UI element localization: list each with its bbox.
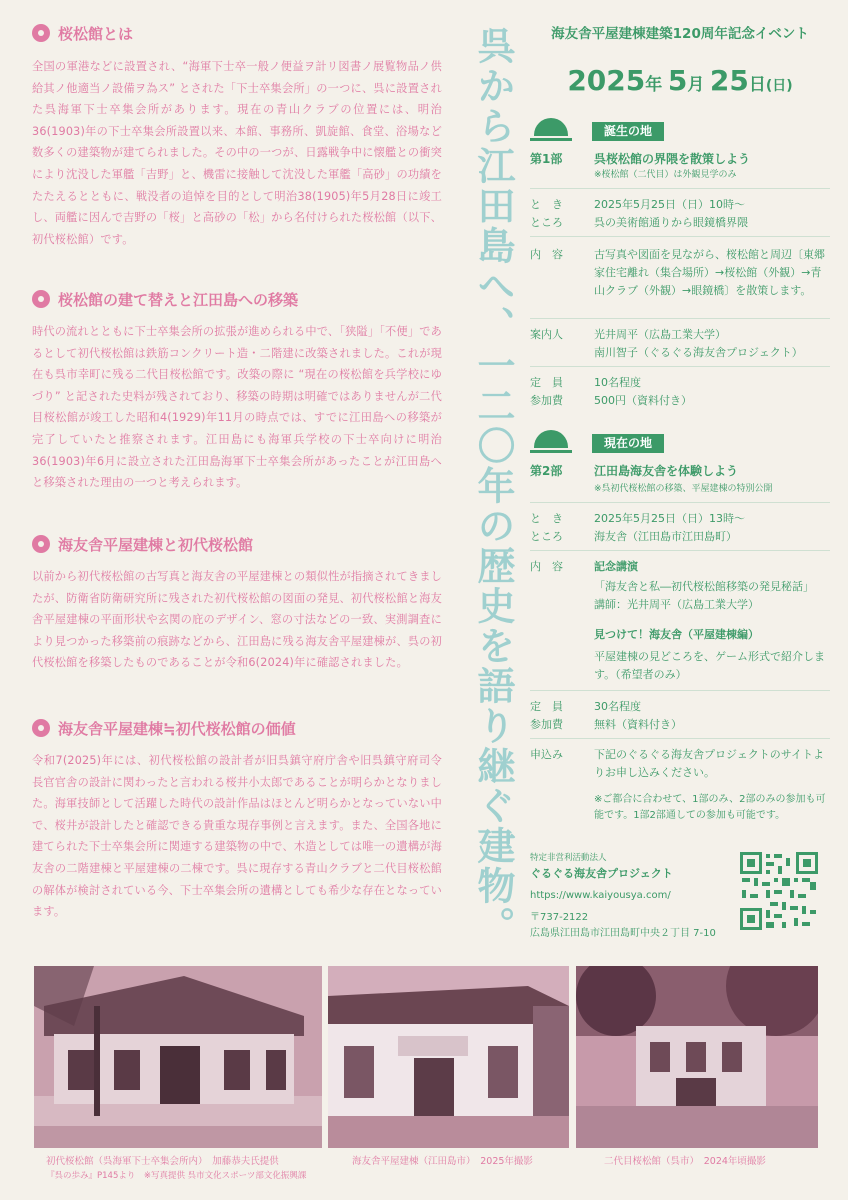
divider: [530, 188, 830, 189]
qr-code-pattern: [740, 852, 818, 930]
pine-icon: [530, 430, 572, 454]
section-3: [32, 533, 442, 674]
photo-first-oshokan: [34, 966, 322, 1148]
section-4: [32, 717, 442, 923]
section-1: [32, 22, 442, 250]
divider: [530, 690, 830, 691]
photo-caption-2: 海友舎平屋建棟（江田島市） 2025年撮影: [352, 1156, 533, 1167]
org-address: 広島県江田島市江田島町中央２丁目 7-10: [530, 928, 716, 939]
divider: [530, 738, 830, 739]
divider: [530, 366, 830, 367]
section-heading: 桜松館とは: [32, 22, 442, 44]
sakura-icon: [32, 535, 50, 553]
section-2: [32, 288, 442, 494]
section-heading: 海友舎平屋建棟≒初代桜松館の価値: [32, 717, 442, 739]
photo-caption-3: 二代目桜松館（呉市） 2024年頃撮影: [604, 1156, 766, 1167]
sakura-icon: [32, 24, 50, 42]
org-url[interactable]: https://www.kaiyousya.com/: [530, 890, 671, 901]
part2-header: [530, 434, 830, 456]
org-type: 特定非営利活動法人: [530, 853, 607, 863]
section-text: 全国の軍港などに設置され、“海軍下士卒一般ノ便益ヲ計リ図書ノ展覧物品ノ供給其ノ他適当ノ設備ヲ為ス” とされた「下士卒集会所」の一つに、呉に設置された呉海軍下士卒集会所があります。現在の青山クラブの位置には、明治36(1903)年の下士卒集会所設置以来、本館、事務所、凱旋館、食堂、浴場など数多くの建築物が建てられました。その中の一つが、日露戦争中に懐艦との衝突により沈没した軍艦「吉野」と、機雷に接触して沈没した軍艦「高砂」の功績をたたえるとともに、戦没者の追悼を目的として明治38(1905)年5月28日に竣工し、両艦に因んで吉野の「桜」と高砂の「松」から名付けられた桜松館（以下、初代桜松館）です。: [32, 60, 442, 246]
sakura-icon: [32, 290, 50, 308]
event-date: 2025年 5月 25日(日): [567, 64, 793, 97]
photo-caption-1: 初代桜松館（呉海軍下士卒集会所内） 加藤恭夫氏提供 『呉の歩み』P145より ※写真提供 呉市文化スポーツ部文化振興課: [46, 1156, 307, 1181]
vertical-title: 呉から江田島へ、一二〇年の歴史を語り継ぐ建物。: [471, 26, 516, 946]
org-zip: 〒737-2122: [530, 912, 589, 923]
divider: [530, 236, 830, 237]
event-title: 海友舎平屋建棟建築120周年記念イベント: [551, 26, 809, 42]
photo-second-oshokan: [576, 966, 818, 1148]
pine-icon: [530, 118, 572, 142]
section-heading: 桜松館の建て替えと江田島への移築: [32, 288, 442, 310]
divider: [530, 502, 830, 503]
qr-code-icon[interactable]: [740, 852, 818, 930]
sakura-icon: [32, 719, 50, 737]
part2-tag: 現在の地: [592, 434, 664, 453]
section-text: 時代の流れとともに下士卒集会所の拡張が進められる中で、「狭隘」「不便」であるとして初代桜松館は鉄筋コンクリート造・二階建に改築されました。これが現在も呉市幸町に残る二代目桜松館です。改築の際に “現在の桜松館を兵学校にゆづり” と記された史料が残されており、移築の時期は明確ではありませんが二代目桜松館が竣工した昭和4(1929)年11月の時点では、すでに江田島への移築が完了していたと推察されます。江田島にも海軍兵学校の下士卒向けに明治36(1903)年6月に設立された江田島海軍下士卒集会所があったことが江田島へと移築された理由の一つと考えられます。: [32, 325, 442, 490]
section-heading: 海友舎平屋建棟と初代桜松館: [32, 533, 442, 555]
organization-info: [530, 850, 730, 942]
section-text: 令和7(2025)年には、初代桜松館の設計者が旧呉鎮守府庁舎や旧呉鎮守府司令長官官舎の設計に関わったと言われる桜井小太郎であることが明らかとなりました。海軍技師として活躍した時代の設計作品はほとんど明らかとなっていない中で、桜井が設計したと確認できる貴重な現存事例と言えます。また、全国各地に建てられた下士卒集会所に関連する建築物の中で、木造としては唯一の遺構が海友舎の二階建棟と平屋建棟の二棟です。呉に現存する青山クラブと二代目桜松館の解体が検討されている今、下士卒集会所の遺構としても希少な存在となっています。: [32, 754, 442, 919]
org-name: ぐるぐる海友舎プロジェクト: [530, 867, 673, 880]
divider: [530, 318, 830, 319]
divider: [530, 550, 830, 551]
section-text: 以前から初代桜松館の古写真と海友舎の平屋建棟との類似性が指摘されてきましたが、防衛省防衛研究所に残された初代桜松館の図面の発見、初代桜松館と海友舎平屋建棟の平面形状や玄関の庇のデザイン、窓の寸法などの一致、実測調査により見つかった移築前の痕跡などから、江田島に残る海友舎平屋建棟が、呉の初代桜松館を移築したものであることが令和6(2024)年に確認されました。: [32, 570, 442, 670]
part1-header: [530, 122, 830, 144]
part1-tag: 誕生の地: [592, 122, 664, 141]
photo-hiraya-building: [328, 966, 569, 1148]
